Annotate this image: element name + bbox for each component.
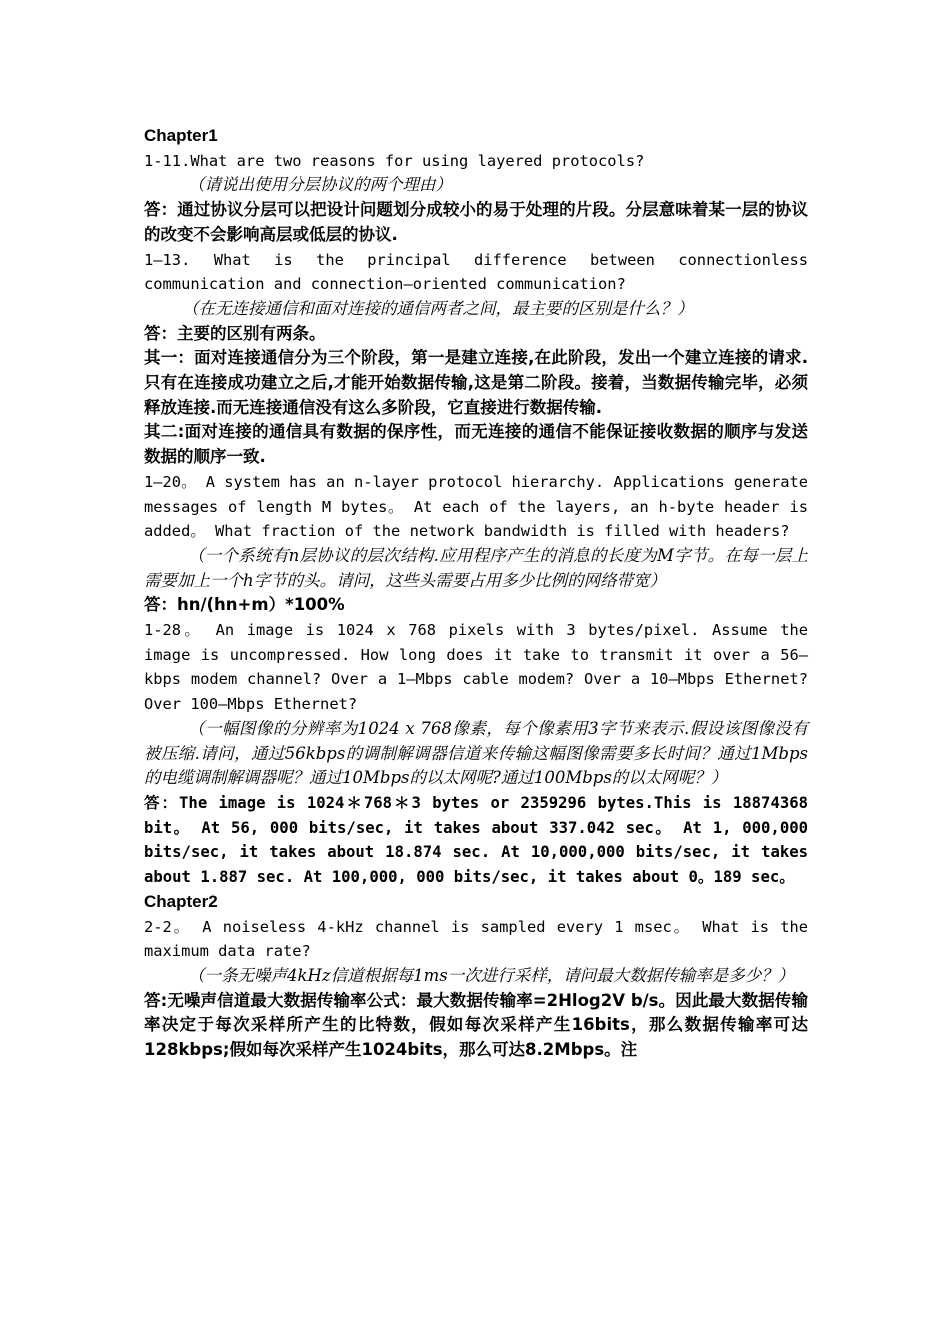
translation-1-28: （一幅图像的分辨率为1024 x 768像素，每个像素用3字节来表示.假设该图像没有被压缩.请问，通过56kbps的调制解调器信道来传输这幅图像需要多长时间？通过1Mbps的电缆调制解调器呢？通过10Mbps的以太网呢?通过100Mbps的以太网呢？） — [144, 718, 808, 788]
answer-1-13-point-1: 其一：面对连接通信分为三个阶段，第一是建立连接,在此阶段，发出一个建立连接的请求.只有在连接成功建立之后,才能开始数据传输,这是第二阶段。接着，当数据传输完毕，必须释放连接.而无连接通信没有这么多阶段，它直接进行数据传输. — [144, 348, 808, 417]
answer-1-11: 答：通过协议分层可以把设计问题划分成较小的易于处理的片段。分层意味着某一层的协议的改变不会影响高层或低层的协议. — [144, 200, 808, 244]
answer-1-20: 答：hn/(hn+m）*100% — [144, 595, 345, 615]
question-1-28: 1-28。 An image is 1024 x 768 pixels with 3 bytes/pixel. Assume the image is uncompressed. How long does it take to transmit it over a 56—kbps modem channel? Over a 1—Mbps cable modem? Over a 10—Mbps Ethernet? Over 100—Mbps Ethernet? — [144, 621, 808, 714]
chapter1-heading: Chapter1 — [144, 126, 218, 145]
question-1-20: 1—20。 A system has an n-layer protocol hierarchy. Applications generate messages of length M bytes。 At each of the layers, an h-byte header is added。 What fraction of the network bandwidth is filled with headers? — [144, 472, 809, 541]
translation-1-13: （在无连接通信和面对连接的通信两者之间，最主要的区别是什么？） — [182, 298, 694, 318]
document-page — [144, 124, 808, 1063]
answer-2-2: 答:无噪声信道最大数据传输率公式：最大数据传输率=2Hlog2V b/s。因此最大数据传输率决定于每次采样所产生的比特数，假如每次采样产生16bits，那么数据传输率可达128kbps;假如每次采样产生1024bits，那么可达8.2Mbps。注 — [144, 990, 808, 1060]
answer-1-13-intro: 答：主要的区别有两条。 — [144, 323, 326, 343]
question-2-2: 2-2。 A noiseless 4-kHz channel is sampled every 1 msec。 What is the maximum data rate? — [144, 917, 808, 961]
question-1-11: 1-11.What are two reasons for using layered protocols? — [144, 151, 645, 170]
chapter2-heading: Chapter2 — [144, 891, 218, 911]
question-1-13: 1—13. What is the principal difference between connectionless communication and connection—oriented communication? — [144, 250, 808, 294]
translation-1-11: （请说出使用分层协议的两个理由） — [188, 175, 452, 195]
answer-1-28: 答：The image is 1024＊768＊3 bytes or 2359296 bytes.This is 18874368 bit。 At 56, 000 bits/sec, it takes about 337.042 sec。 At 1, 000,000 bits/sec, it takes about 18.874 sec. At 10,000,000 bits/sec, it takes about 1.887 sec. At 100,000, 000 bits/sec, it takes about 0。189 sec。 — [144, 793, 808, 887]
translation-2-2: （一条无噪声4kHz信道根据每1ms一次进行采样，请问最大数据传输率是多少？） — [188, 965, 795, 985]
answer-1-13-point-2: 其二:面对连接的通信具有数据的保序性，而无连接的通信不能保证接收数据的顺序与发送数据的顺序一致. — [144, 422, 808, 467]
translation-1-20: （一个系统有n层协议的层次结构.应用程序产生的消息的长度为M字节。在每一层上需要加上一个h字节的头。请问，这些头需要占用多少比例的网络带宽） — [144, 545, 808, 590]
